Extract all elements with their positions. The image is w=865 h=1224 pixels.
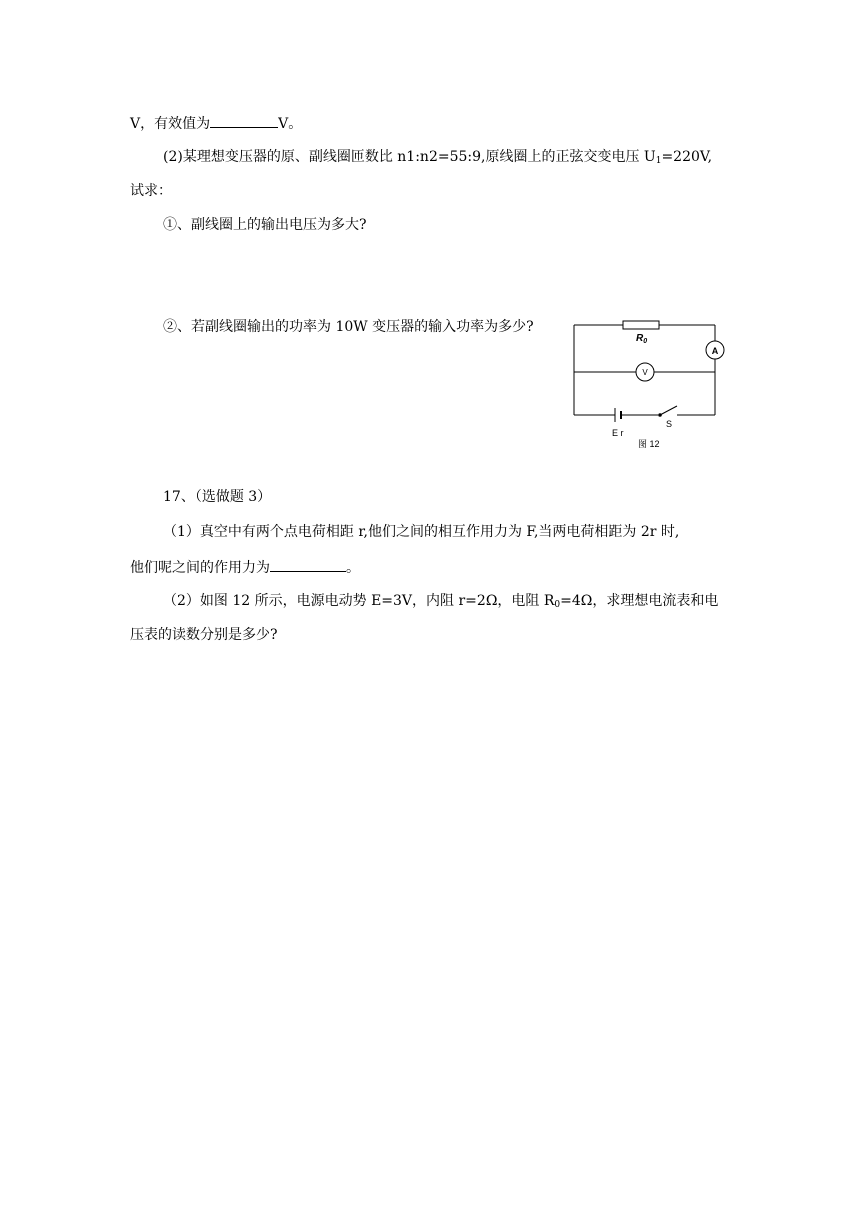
resistor-label: $R_0$ [636, 333, 648, 345]
ammeter-label: A [711, 346, 719, 356]
answer-blank-force[interactable] [270, 557, 346, 572]
q17-part1-prefix: 他们呢之间的作用力为 [130, 560, 270, 576]
q17-part1-line1: （1）真空中有两个点电荷相距 r,他们之间的相互作用力为 F,当两电荷相距为 2r 时, [163, 524, 680, 540]
q17-part2-line1 [163, 592, 718, 614]
q16-part1-tail [130, 113, 302, 133]
voltmeter-label: V [642, 368, 648, 377]
q16-part2-intro-b: =220V, [661, 149, 713, 165]
q16-part1-suffix: V。 [278, 116, 303, 132]
q16-part1-prefix: V，有效值为 [130, 116, 211, 132]
resistor-r0 [623, 321, 659, 329]
q16-item1: ①、副线圈上的输出电压为多大? [163, 217, 367, 233]
q17-heading: 17、（选做题 3） [163, 489, 272, 505]
q17-part2-text-b: =4Ω，求理想电流表和电 [560, 593, 719, 609]
q17-part2-sub: 0 [554, 600, 561, 610]
battery-label: E r [612, 428, 624, 438]
q16-part2-intro-cont: 试求： [130, 183, 172, 199]
q17-part2-line2: 压表的读数分别是多少? [130, 627, 278, 643]
circuit-figure-12 [566, 312, 726, 452]
q16-part2-intro [163, 148, 712, 170]
q16-part2-intro-a: (2)某理想变压器的原、副线圈匝数比 n1:n2=55:9,原线圈上的正弦交变电压 U [163, 149, 656, 165]
q17-part1-suffix: 。 [346, 560, 360, 576]
switch-label: S [666, 419, 673, 429]
q16-item2: ②、若副线圈输出的功率为 10W 变压器的输入功率为多少? [163, 319, 534, 335]
q16-part2-intro-sub: 1 [655, 156, 662, 166]
figure-caption: 图 12 [638, 439, 660, 449]
answer-blank-effective-value[interactable] [210, 113, 278, 128]
switch-s[interactable] [660, 406, 677, 415]
q17-part2-text-a: （2）如图 12 所示，电源电动势 E=3V，内阻 r=2Ω，电阻 R [163, 593, 555, 609]
q17-part1-line2 [130, 557, 360, 577]
